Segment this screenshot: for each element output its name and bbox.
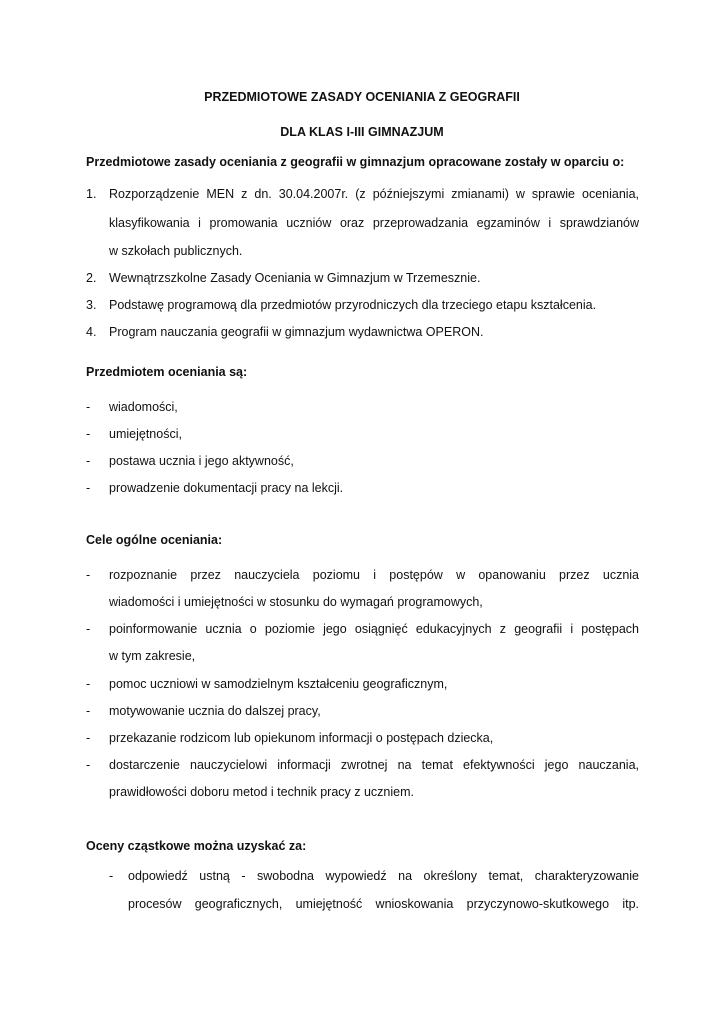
list-item-line: pomoc uczniowi w samodzielnym kształceniu geograficznym, (109, 677, 448, 691)
document-title: PRZEDMIOTOWE ZASADY OCENIANIA Z GEOGRAFII (204, 90, 520, 104)
list-item-line: klasyfikowania i promowania uczniów oraz przeprowadzania egzaminów i sprawdzianów (109, 216, 639, 230)
list-item-line: Podstawę programową dla przedmiotów przyrodniczych dla trzeciego etapu kształcenia. (109, 298, 597, 312)
list-item-line: przekazanie rodzicom lub opiekunom informacji o postępach dziecka, (109, 731, 494, 745)
list-item-line: dostarczenie nauczycielowi informacji zwrotnej na temat efektywności jego nauczania, (109, 758, 639, 772)
intro-heading: Przedmiotowe zasady oceniania z geografii w gimnazjum opracowane zostały w oparciu o: (86, 155, 625, 169)
list-item: umiejętności, (109, 427, 182, 441)
document-subtitle: DLA KLAS I-III GIMNAZJUM (280, 125, 444, 139)
bullet-dash: - (86, 704, 91, 718)
bullet-dash: - (86, 731, 91, 745)
list-number: 2. (86, 271, 97, 285)
list-item-line: w tym zakresie, (109, 649, 196, 663)
list-item-line: rozpoznanie przez nauczyciela poziomu i postępów w opanowaniu przez ucznia (109, 568, 639, 582)
list-number: 1. (86, 187, 97, 201)
list-item: prowadzenie dokumentacji pracy na lekcji. (109, 481, 344, 495)
section-heading: Cele ogólne oceniania: (86, 533, 223, 547)
list-item-line: poinformowanie ucznia o poziomie jego osiągnięć edukacyjnych z geografii i postępach (109, 622, 639, 636)
list-number: 4. (86, 325, 97, 339)
list-item: postawa ucznia i jego aktywność, (109, 454, 294, 468)
bullet-dash: - (86, 454, 91, 468)
list-item-line: Program nauczania geografii w gimnazjum wydawnictwa OPERON. (109, 325, 484, 339)
bullet-dash: - (109, 869, 114, 883)
section-heading: Przedmiotem oceniania są: (86, 365, 248, 379)
list-item-line: wiadomości i umiejętności w stosunku do wymagań programowych, (109, 595, 483, 609)
list-item: wiadomości, (109, 400, 178, 414)
list-item-line: odpowiedź ustną - swobodna wypowiedź na określony temat, charakteryzowanie (128, 869, 639, 883)
list-item-line: procesów geograficznych, umiejętność wnioskowania przyczynowo-skutkowego itp. (128, 897, 639, 911)
bullet-dash: - (86, 758, 91, 772)
list-number: 3. (86, 298, 97, 312)
bullet-dash: - (86, 568, 91, 582)
section-heading: Oceny cząstkowe można uzyskać za: (86, 839, 307, 853)
list-item-line: Rozporządzenie MEN z dn. 30.04.2007r. (z późniejszymi zmianami) w sprawie oceniania, (109, 187, 639, 201)
list-item-line: w szkołach publicznych. (109, 244, 243, 258)
bullet-dash: - (86, 400, 91, 414)
list-item-line: prawidłowości doboru metod i technik pracy z uczniem. (109, 785, 414, 799)
bullet-dash: - (86, 677, 91, 691)
bullet-dash: - (86, 622, 91, 636)
list-item-line: Wewnątrzszkolne Zasady Oceniania w Gimnazjum w Trzemesznie. (109, 271, 481, 285)
bullet-dash: - (86, 481, 91, 495)
list-item-line: motywowanie ucznia do dalszej pracy, (109, 704, 321, 718)
bullet-dash: - (86, 427, 91, 441)
